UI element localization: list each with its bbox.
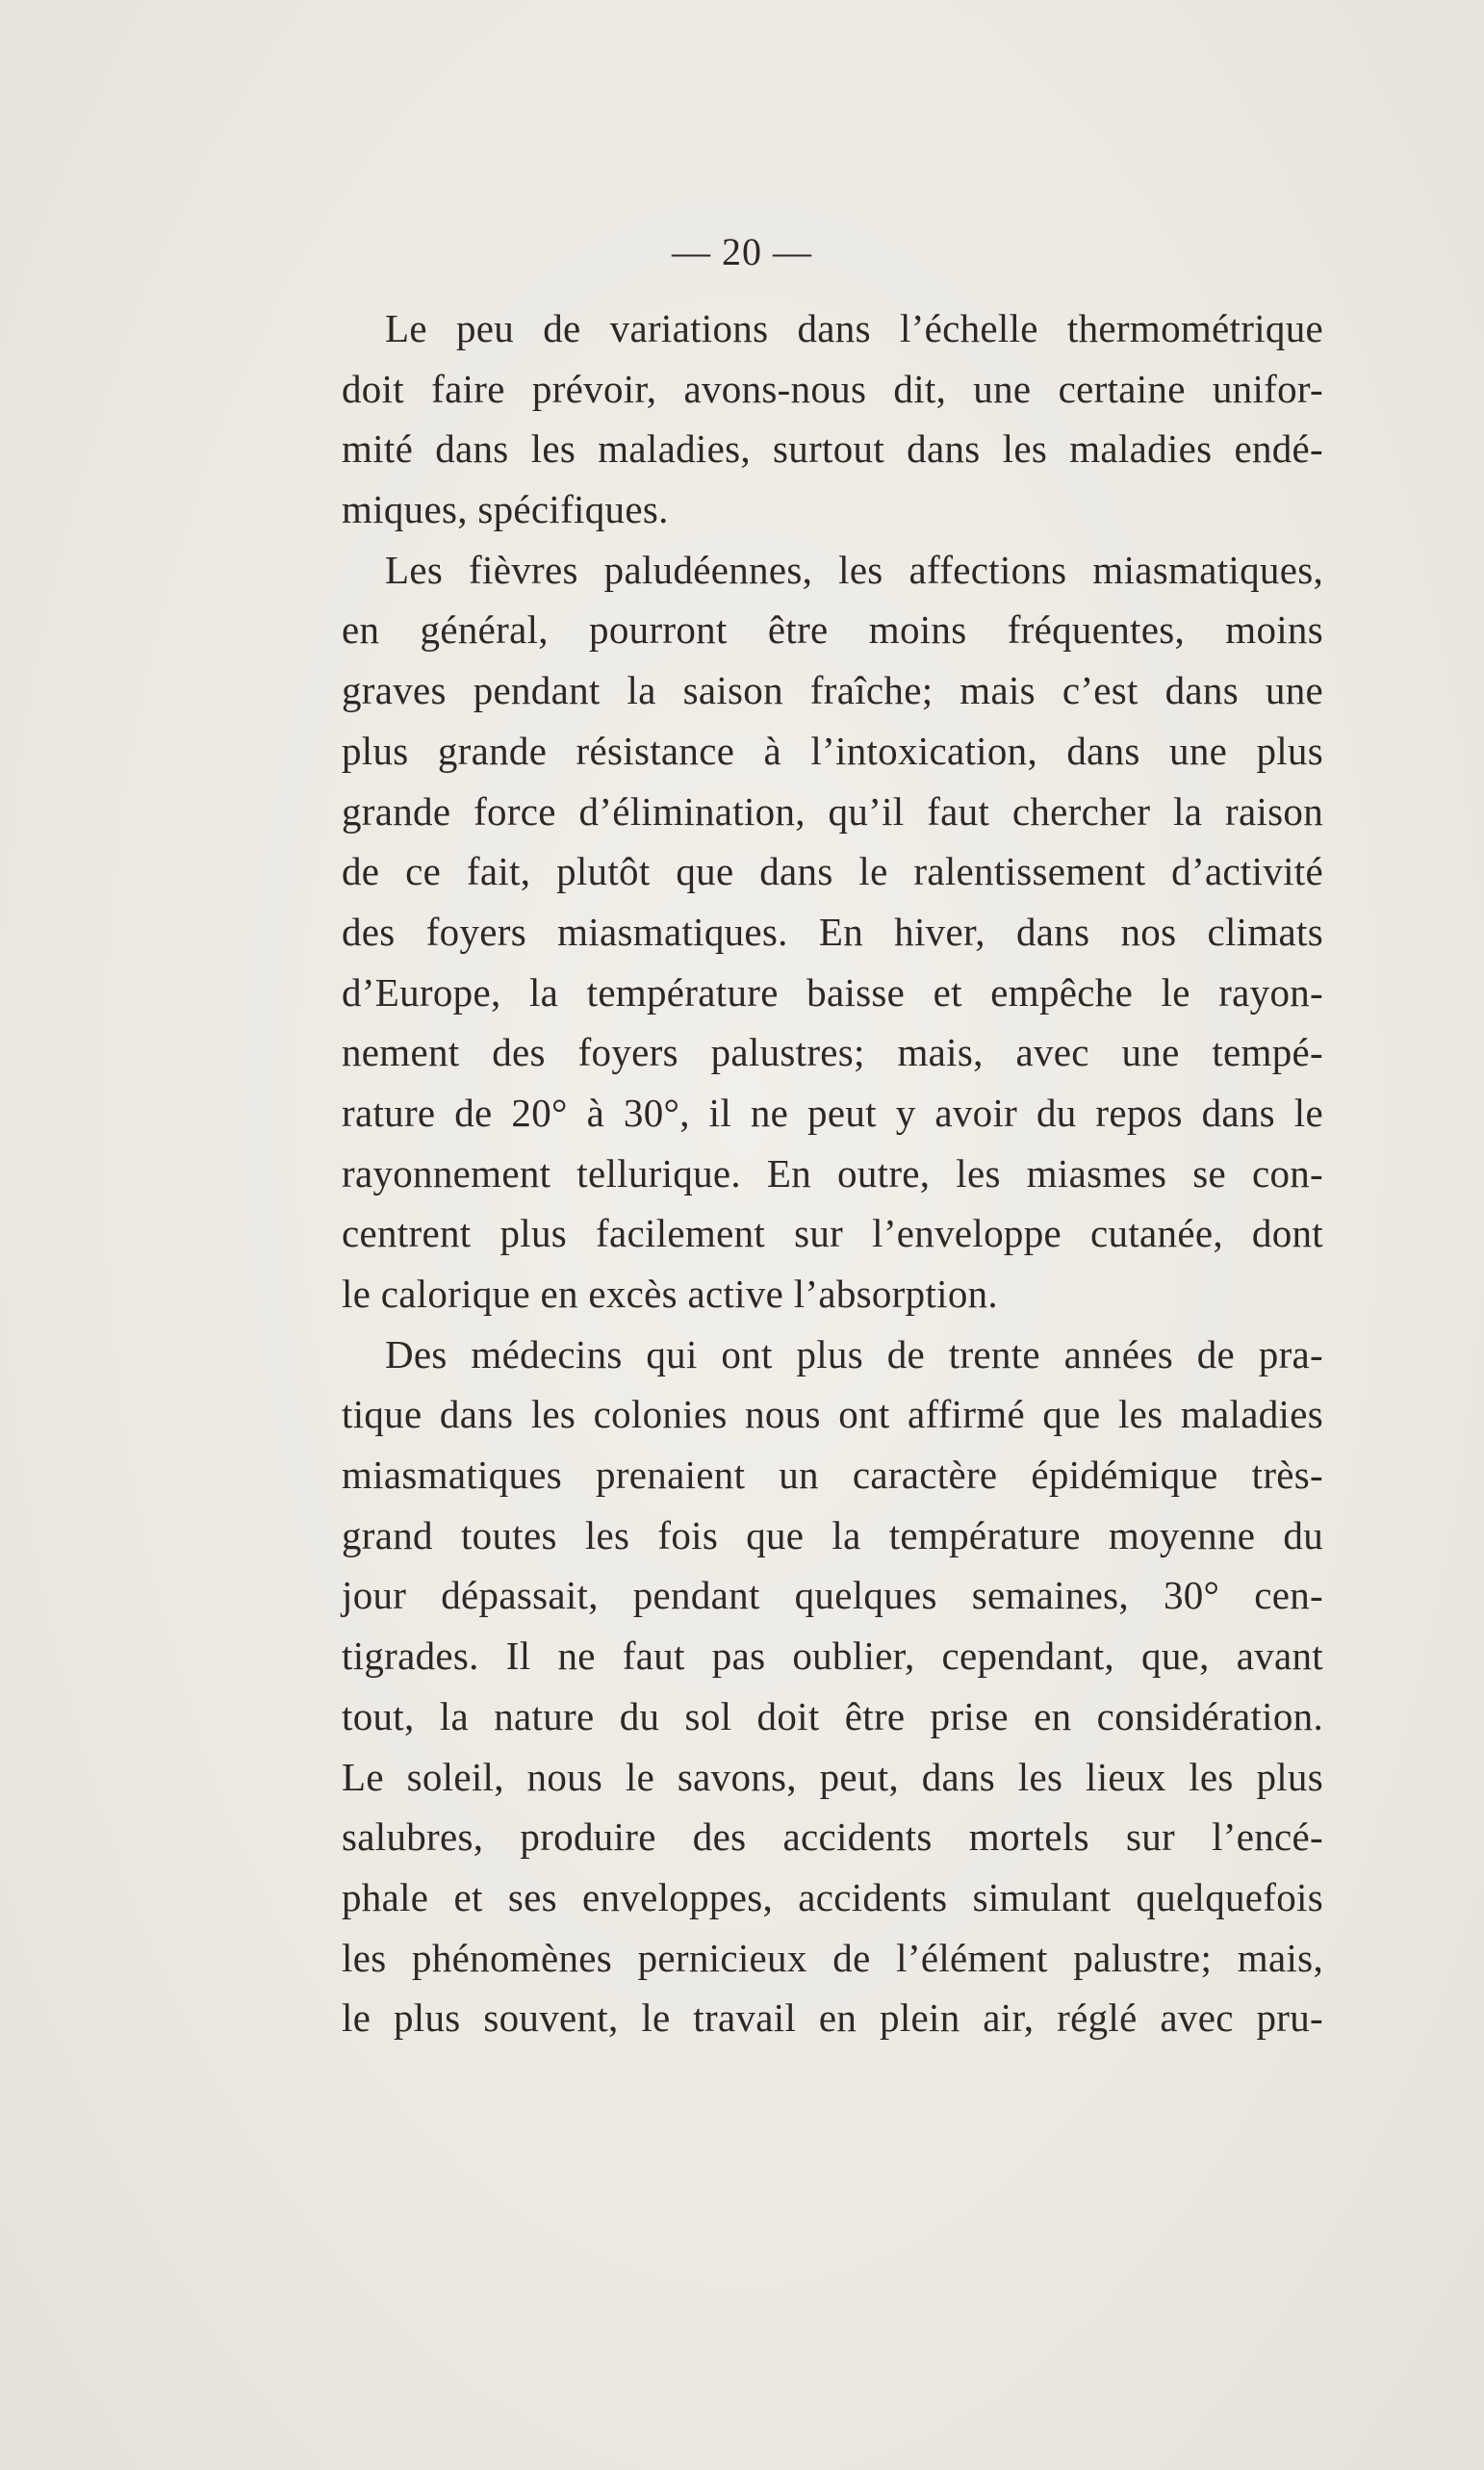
page-number: — 20 — [672, 230, 812, 273]
text-line: Le soleil, nous le savons, peut, dans les lieux les plus [342, 1754, 1323, 1799]
text-line: jour dépassait, pendant quelques semaines, 30° cen- [342, 1573, 1323, 1618]
text-line: doit faire prévoir, avons-nous dit, une certaine unifor- [342, 366, 1323, 411]
text-line: graves pendant la saison fraîche; mais c’est dans une [342, 668, 1323, 713]
body-text [342, 298, 1323, 2048]
text-line: tout, la nature du sol doit être prise en considération. [342, 1693, 1323, 1738]
text-line: miasmatiques prenaient un caractère épidémique très- [342, 1453, 1323, 1498]
text-line: centrent plus facilement sur l’enveloppe cutanée, dont [342, 1211, 1323, 1256]
text-line: des foyers miasmatiques. En hiver, dans nos climats [342, 909, 1323, 954]
text-line: en général, pourront être moins fréquentes, moins [342, 607, 1323, 653]
text-line: tique dans les colonies nous ont affirmé que les maladies [342, 1392, 1323, 1437]
text-line: nement des foyers palustres; mais, avec une tempé- [342, 1030, 1323, 1075]
text-line: les phénomènes pernicieux de l’élément palustre; mais, [342, 1935, 1323, 1980]
text-line: salubres, produire des accidents mortels sur l’encé- [342, 1814, 1323, 1860]
text-line: rature de 20° à 30°, il ne peut y avoir du repos dans le [342, 1090, 1323, 1135]
text-line: rayonnement tellurique. En outre, les miasmes se con- [342, 1150, 1323, 1196]
text-line: phale et ses enveloppes, accidents simulant quelquefois [342, 1874, 1323, 1919]
text-line: le plus souvent, le travail en plein air, réglé avec pru- [342, 1995, 1323, 2041]
text-line: miques, spécifiques. [342, 487, 669, 532]
text-line: grande force d’élimination, qu’il faut chercher la raison [342, 788, 1323, 834]
text-line: d’Europe, la température baisse et empêche le rayon- [342, 969, 1323, 1015]
text-line: le calorique en excès active l’absorption. [342, 1272, 998, 1316]
text-line: de ce fait, plutôt que dans le ralentissement d’activité [342, 849, 1323, 894]
text-line: plus grande résistance à l’intoxication, dans une plus [342, 728, 1323, 773]
text-line: mité dans les maladies, surtout dans les maladies endé- [342, 426, 1323, 472]
text-line: tigrades. Il ne faut pas oublier, cependant, que, avant [342, 1634, 1323, 1679]
text-line: Les fièvres paludéennes, les affections miasmatiques, [385, 547, 1323, 592]
text-line: Le peu de variations dans l’échelle thermométrique [385, 306, 1323, 350]
text-line: Des médecins qui ont plus de trente années de pra- [385, 1331, 1323, 1377]
text-line: grand toutes les fois que la température moyenne du [342, 1512, 1323, 1557]
